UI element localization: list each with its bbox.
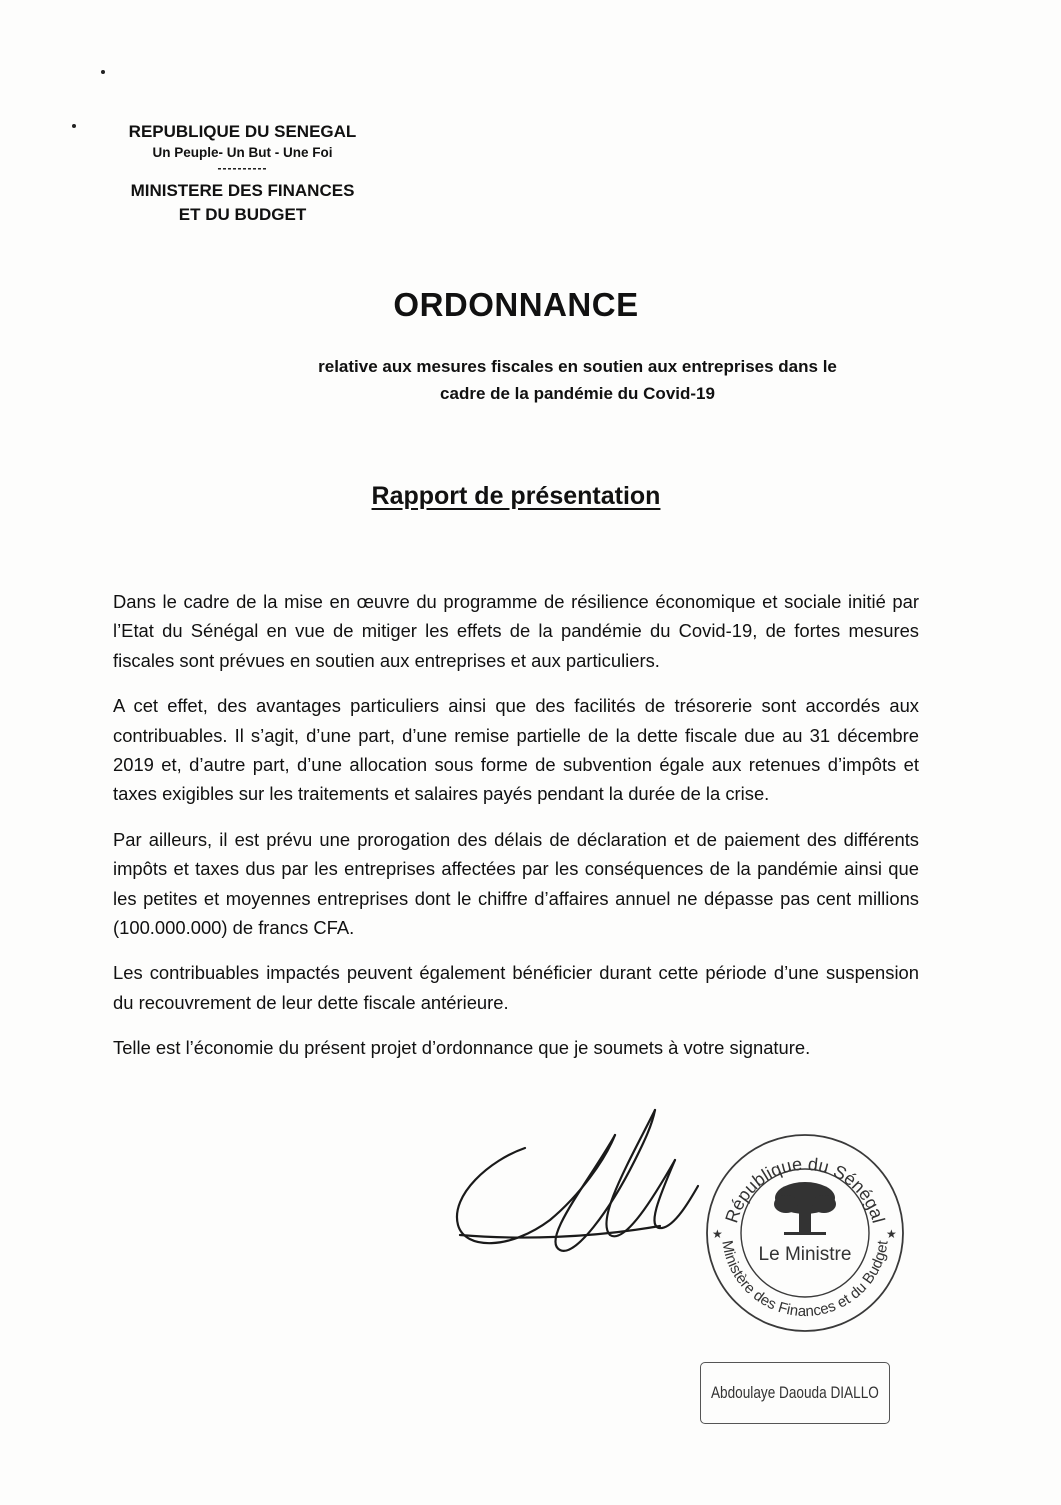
subtitle-line-1: relative aux mesures fiscales en soutien aux entreprises dans le: [318, 357, 837, 376]
signatory-name-stamp: [700, 1362, 890, 1424]
paragraph: Les contribuables impactés peuvent également bénéficier durant cette période d’une suspension du recouvrement de leur dette fiscale antérieure.: [113, 962, 919, 1013]
paragraph: A cet effet, des avantages particuliers ainsi que des facilités de trésorerie sont accordés aux contribuables. Il s’agit, d’une part, d’une remise partielle de la dette fiscale due au 31 décembre 2019 et, d’autre part, d’une allocation sous forme de subvention égale aux retenues d’impôts et taxes exigibles sur les traitements et salaires payés pendant la durée de la crise.: [113, 695, 919, 805]
paragraph: Telle est l’économie du présent projet d’ordonnance que je soumets à votre signature.: [113, 1037, 811, 1059]
paragraph: Par ailleurs, il est prévu une prorogation des délais de déclaration et de paiement des différents impôts et taxes dus par les entreprises affectées par les conséquences de la pandémie ainsi que les petites et moyennes entreprises dont le chiffre d’affaires annuel ne dépasse pas cent millions (100.000.000) de francs CFA.: [113, 828, 919, 939]
handwritten-signature: [430, 1100, 710, 1280]
scan-speck: [101, 70, 105, 74]
stamp-center-text: Le Ministre: [758, 1244, 852, 1265]
ministry-line-1: MINISTERE DES FINANCES: [130, 181, 355, 200]
paragraph: Dans le cadre de la mise en œuvre du programme de résilience économique et sociale initié par l’Etat du Sénégal en vue de mitiger les effets de la pandémie du Covid-19, de fortes mesures fiscales sont prévues en soutien aux entreprises et aux particuliers.: [113, 591, 919, 671]
header-separator: ----------: [217, 161, 268, 175]
official-ministry-stamp: [700, 1128, 910, 1338]
country-name: REPUBLIQUE DU SENEGAL: [128, 122, 357, 141]
baobab-tree-emblem: [774, 1182, 836, 1235]
stamp-bottom-text: Ministère des Finances et du Budget: [718, 1239, 892, 1321]
letterhead: [100, 121, 385, 227]
national-motto: Un Peuple- Un But - Une Foi: [152, 145, 333, 160]
document-title: ORDONNANCE: [393, 286, 639, 323]
scan-speck: [72, 124, 76, 128]
ministry-line-2: ET DU BUDGET: [178, 205, 307, 224]
star-icon: ★: [712, 1227, 723, 1241]
stamp-top-text: République du Sénégal: [721, 1153, 889, 1226]
report-body: [113, 587, 919, 1079]
document-subtitle: [245, 353, 910, 407]
signatory-name: Abdoulaye Daouda DIALLO: [711, 1383, 879, 1402]
section-heading: Rapport de présentation: [371, 482, 661, 510]
ministry-name: [100, 179, 385, 227]
subtitle-line-2: cadre de la pandémie du Covid-19: [440, 384, 715, 403]
star-icon: ★: [886, 1227, 897, 1241]
